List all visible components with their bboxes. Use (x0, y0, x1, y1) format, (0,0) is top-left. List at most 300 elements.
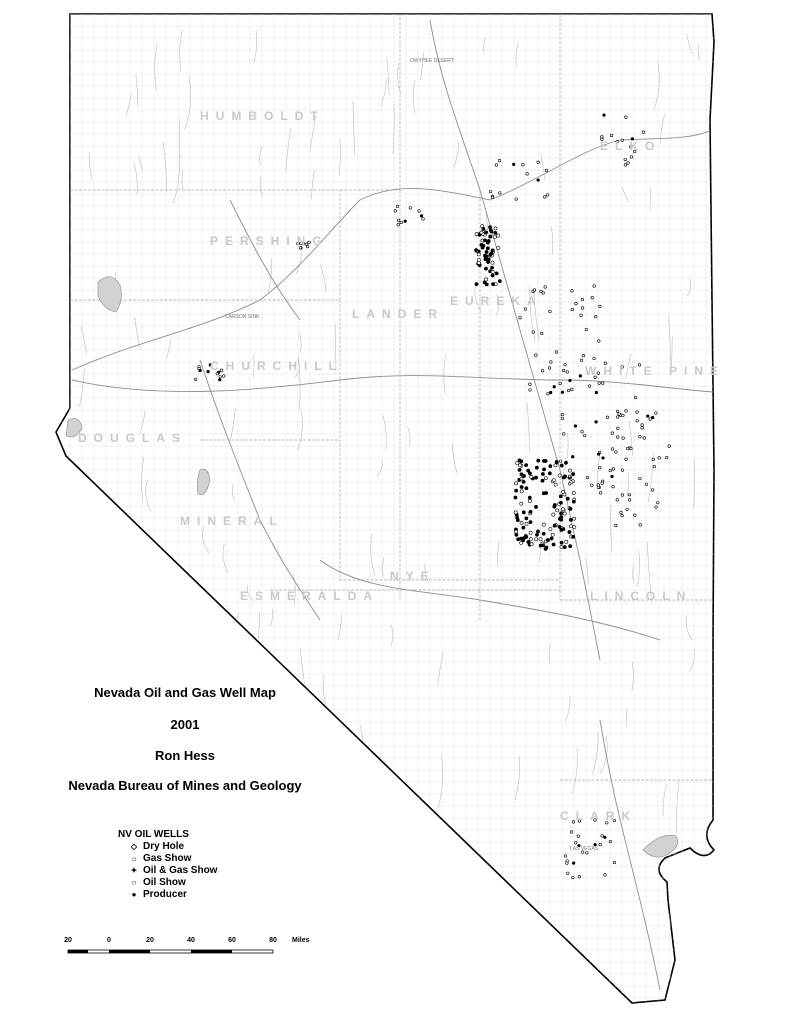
well-marker (400, 221, 403, 224)
well-marker (593, 357, 596, 360)
well-marker (627, 162, 630, 165)
well-marker (597, 340, 600, 343)
well-marker (498, 159, 501, 162)
well-marker (537, 161, 540, 164)
well-marker (218, 378, 221, 381)
well-marker (514, 496, 517, 499)
well-marker (559, 501, 562, 504)
well-marker (598, 382, 601, 385)
well-marker (621, 469, 624, 472)
well-marker (572, 535, 575, 538)
well-marker (553, 385, 556, 388)
county-label-elko: ELKO (600, 139, 662, 153)
well-marker (634, 514, 637, 517)
well-marker (563, 512, 566, 515)
scale-unit: Miles (292, 937, 310, 944)
well-marker (522, 480, 525, 483)
legend-title: NV OIL WELLS (118, 829, 189, 840)
well-marker (594, 315, 597, 318)
scale-label-60: 60 (228, 937, 236, 944)
well-marker (610, 134, 613, 137)
well-marker (530, 475, 533, 478)
well-marker (525, 517, 528, 520)
well-marker (404, 220, 407, 223)
well-marker (573, 517, 576, 520)
well-marker (642, 131, 645, 134)
well-marker (485, 283, 488, 286)
map-organization: Nevada Bureau of Mines and Geology (68, 778, 302, 793)
well-marker (529, 383, 532, 386)
well-marker (572, 876, 575, 879)
well-marker (598, 466, 601, 469)
well-marker (514, 511, 517, 514)
oil-gas-show-symbol-icon: ✦ (130, 866, 138, 875)
well-marker (489, 253, 492, 256)
well-marker (487, 258, 490, 261)
well-marker (560, 518, 563, 521)
legend-item-oil-gas-show: ✦ Oil & Gas Show (128, 865, 217, 877)
well-marker (567, 872, 570, 875)
well-marker (559, 382, 562, 385)
well-marker (544, 286, 547, 289)
place-label-carson-sink: CARSON SINK (225, 314, 260, 320)
well-marker (593, 285, 596, 288)
well-marker (564, 461, 567, 464)
well-marker (539, 538, 542, 541)
well-marker (528, 496, 531, 499)
well-marker (568, 483, 571, 486)
well-marker (219, 375, 222, 378)
well-marker (611, 432, 614, 435)
well-marker (540, 290, 543, 293)
well-marker (541, 369, 544, 372)
well-marker (494, 231, 497, 234)
well-marker (625, 458, 628, 461)
well-marker (541, 479, 544, 482)
well-marker (535, 466, 538, 469)
well-marker (530, 543, 533, 546)
well-marker (601, 835, 604, 838)
well-marker (529, 521, 532, 524)
well-marker (537, 459, 540, 462)
well-marker (484, 278, 487, 281)
well-marker (624, 158, 627, 161)
well-marker (604, 874, 607, 877)
well-marker (528, 499, 531, 502)
well-marker (540, 332, 543, 335)
well-marker (668, 445, 671, 448)
well-marker (599, 305, 602, 308)
well-marker (544, 491, 547, 494)
well-marker (575, 302, 578, 305)
well-marker (601, 382, 604, 385)
well-marker (595, 391, 598, 394)
well-marker (546, 194, 549, 197)
well-marker (535, 354, 538, 357)
well-marker (549, 391, 552, 394)
well-marker (558, 474, 561, 477)
map-title: Nevada Oil and Gas Well Map (94, 685, 276, 700)
well-marker (645, 483, 648, 486)
well-marker (527, 469, 530, 472)
well-marker (409, 207, 412, 210)
well-marker (572, 491, 575, 494)
well-marker (555, 509, 558, 512)
well-marker (475, 232, 478, 235)
well-marker (514, 482, 517, 485)
well-marker (543, 196, 546, 199)
well-marker (569, 518, 572, 521)
well-marker (628, 499, 631, 502)
well-marker (579, 375, 582, 378)
map-author: Ron Hess (155, 748, 215, 763)
well-marker (571, 388, 574, 391)
well-marker (553, 503, 556, 506)
well-marker (656, 501, 659, 504)
well-marker (548, 367, 551, 370)
well-marker (525, 464, 528, 467)
well-marker (581, 430, 584, 433)
well-marker (571, 308, 574, 311)
well-marker (566, 371, 569, 374)
well-marker (606, 416, 609, 419)
well-marker (612, 485, 615, 488)
well-marker (481, 246, 484, 249)
well-marker (581, 307, 584, 310)
well-marker (562, 433, 565, 436)
well-marker (586, 476, 589, 479)
well-marker (561, 417, 564, 420)
well-marker (564, 363, 567, 366)
well-marker (545, 169, 548, 172)
well-marker (553, 524, 556, 527)
well-marker (519, 316, 522, 319)
well-marker (482, 227, 485, 230)
well-marker (549, 310, 552, 313)
well-marker (489, 235, 492, 238)
well-marker (522, 474, 525, 477)
well-marker (532, 331, 535, 334)
well-marker (599, 492, 602, 495)
well-marker (515, 489, 518, 492)
well-marker (534, 476, 537, 479)
gas-show-symbol-icon: ☼ (130, 854, 138, 863)
well-marker (418, 210, 421, 213)
well-marker (526, 173, 529, 176)
well-marker (573, 498, 576, 501)
map-year: 2001 (170, 717, 200, 732)
well-marker (630, 447, 633, 450)
well-marker (542, 523, 545, 526)
county-label-mineral: MINERAL (180, 514, 284, 528)
well-marker (494, 227, 497, 230)
well-marker (484, 231, 487, 234)
well-marker (604, 836, 607, 839)
well-marker (574, 841, 577, 844)
well-marker (541, 472, 544, 475)
well-marker (483, 239, 486, 242)
well-marker (491, 261, 494, 264)
well-marker (541, 544, 544, 547)
well-marker (520, 521, 523, 524)
well-marker (542, 468, 545, 471)
well-marker (625, 410, 628, 413)
well-marker (548, 472, 551, 475)
well-marker (620, 511, 623, 514)
well-marker (546, 538, 549, 541)
well-marker (568, 530, 571, 533)
well-marker (618, 413, 621, 416)
well-marker (621, 494, 624, 497)
county-label-pershing: PERSHING (210, 234, 329, 248)
well-marker (665, 456, 668, 459)
well-marker (597, 453, 600, 456)
well-marker (420, 215, 423, 218)
well-marker (489, 190, 492, 193)
well-marker (569, 379, 572, 382)
well-marker (396, 205, 399, 208)
well-marker (524, 308, 527, 311)
county-label-white-pine: WHITE PINE (585, 364, 726, 378)
well-marker (624, 164, 627, 167)
well-marker (515, 533, 518, 536)
well-marker (630, 156, 633, 159)
well-marker (658, 457, 661, 460)
well-marker (397, 219, 400, 222)
well-marker (628, 493, 631, 496)
well-marker (625, 116, 628, 119)
well-marker (609, 469, 612, 472)
well-marker (634, 396, 637, 399)
well-marker (486, 247, 489, 250)
well-marker (547, 392, 550, 395)
well-marker (544, 477, 547, 480)
well-marker (573, 526, 576, 529)
well-marker (641, 424, 644, 427)
well-marker (569, 507, 572, 510)
well-marker (490, 230, 493, 233)
well-marker (555, 351, 558, 354)
well-marker (651, 489, 654, 492)
well-marker (194, 378, 197, 381)
well-marker (559, 495, 562, 498)
well-marker (207, 370, 210, 373)
well-marker (563, 475, 566, 478)
well-marker (495, 272, 498, 275)
well-marker (525, 487, 528, 490)
scale-label-20: 20 (146, 937, 154, 944)
well-marker (588, 385, 591, 388)
well-marker (571, 289, 574, 292)
well-marker (577, 835, 580, 838)
producer-symbol-icon: ● (131, 890, 137, 899)
well-marker (561, 391, 564, 394)
well-marker (560, 464, 563, 467)
well-marker (616, 499, 619, 502)
well-marker (533, 289, 536, 292)
well-marker (529, 538, 532, 541)
well-marker (559, 512, 562, 515)
county-label-clark: CLARK (560, 809, 637, 823)
well-marker (561, 508, 564, 511)
well-marker (555, 461, 558, 464)
well-marker (480, 231, 483, 234)
well-marker (550, 537, 553, 540)
well-marker (615, 451, 618, 454)
well-marker (581, 298, 584, 301)
well-marker (643, 437, 646, 440)
well-marker (497, 246, 500, 249)
well-marker (520, 460, 523, 463)
well-marker (655, 412, 658, 415)
well-marker (529, 389, 532, 392)
well-marker (595, 421, 598, 424)
well-marker (580, 359, 583, 362)
well-marker (523, 536, 526, 539)
well-marker (558, 525, 561, 528)
well-marker (514, 530, 517, 533)
well-marker (616, 410, 619, 413)
well-marker (534, 538, 537, 541)
county-label-nye: NYE (390, 569, 436, 583)
county-label-humboldt: HUMBOLDT (200, 109, 325, 123)
well-marker (487, 239, 490, 242)
well-marker (516, 516, 519, 519)
place-label-owyhee: OWYHEE DESERT (410, 58, 454, 64)
well-marker (422, 218, 425, 221)
well-marker (394, 210, 397, 213)
scale-label-0: 0 (107, 937, 111, 944)
well-marker (636, 419, 639, 422)
well-marker (534, 505, 537, 508)
well-marker (626, 447, 629, 450)
scale-label-40: 40 (187, 937, 195, 944)
well-marker (199, 369, 202, 372)
well-marker (474, 249, 477, 252)
well-marker (569, 525, 572, 528)
well-marker (542, 532, 545, 535)
well-marker (477, 253, 480, 256)
well-marker (572, 862, 575, 865)
well-marker (529, 531, 532, 534)
well-marker (562, 369, 565, 372)
well-marker (522, 163, 525, 166)
well-marker (490, 266, 493, 269)
well-marker (535, 533, 538, 536)
well-marker (569, 545, 572, 548)
well-marker (652, 458, 655, 461)
well-marker (591, 296, 594, 299)
well-marker (485, 250, 488, 253)
county-label-douglas: DOUGLAS (78, 431, 187, 445)
well-marker (491, 283, 494, 286)
well-marker (488, 226, 491, 229)
well-marker (536, 530, 539, 533)
county-label-churchill: CHURCHILL (210, 359, 343, 373)
well-marker (641, 427, 644, 430)
scale-label-20-left: 20 (64, 937, 72, 944)
well-marker (562, 490, 565, 493)
well-marker (527, 540, 530, 543)
well-marker (552, 479, 555, 482)
well-marker (493, 236, 496, 239)
well-marker (602, 457, 605, 460)
well-marker (495, 164, 498, 167)
legend-item-producer: ● Producer (128, 889, 187, 901)
well-marker (560, 541, 563, 544)
well-marker (397, 223, 400, 226)
well-marker (529, 510, 532, 513)
well-marker (611, 475, 614, 478)
well-marker (497, 234, 500, 237)
well-marker (578, 875, 581, 878)
county-label-lander: LANDER (352, 307, 444, 321)
legend-item-gas-show: ☼ Gas Show (128, 853, 191, 865)
well-marker (498, 280, 501, 283)
well-marker (570, 831, 573, 834)
well-marker (617, 427, 620, 430)
well-marker (655, 506, 658, 509)
county-label-eureka: EUREKA (450, 294, 543, 308)
well-marker (525, 522, 528, 525)
well-marker (609, 840, 612, 843)
well-marker (639, 524, 642, 527)
well-marker (622, 437, 625, 440)
well-marker (568, 475, 571, 478)
well-marker (518, 468, 521, 471)
well-marker (582, 354, 585, 357)
well-marker (477, 261, 480, 264)
well-marker (560, 546, 563, 549)
well-marker (542, 459, 545, 462)
well-marker (597, 484, 600, 487)
legend-item-oil-show: ○ Oil Show (128, 877, 186, 889)
well-marker (616, 416, 619, 419)
well-marker (621, 514, 624, 517)
well-marker (559, 460, 562, 463)
well-marker (626, 508, 629, 511)
well-marker (484, 267, 487, 270)
well-marker (611, 448, 614, 451)
county-label-lincoln: LINCOLN (590, 589, 693, 603)
well-marker (591, 484, 594, 487)
well-marker (549, 465, 552, 468)
well-marker (565, 540, 568, 543)
well-marker (491, 274, 494, 277)
well-marker (561, 413, 564, 416)
well-marker (552, 543, 555, 546)
well-marker (567, 389, 570, 392)
well-marker (552, 513, 555, 516)
well-marker (653, 465, 656, 468)
well-marker (475, 283, 478, 286)
well-marker (646, 415, 649, 418)
well-marker (568, 469, 571, 472)
well-marker (485, 255, 488, 258)
well-marker (636, 411, 639, 414)
well-marker (517, 538, 520, 541)
well-marker (491, 270, 494, 273)
legend-item-dry-hole: ◇ Dry Hole (128, 841, 184, 853)
well-marker (222, 375, 225, 378)
well-marker (603, 114, 606, 117)
well-marker (571, 455, 574, 458)
well-marker (537, 179, 540, 182)
well-marker (572, 472, 575, 475)
well-marker (520, 485, 523, 488)
well-marker (560, 528, 563, 531)
well-marker (639, 435, 642, 438)
